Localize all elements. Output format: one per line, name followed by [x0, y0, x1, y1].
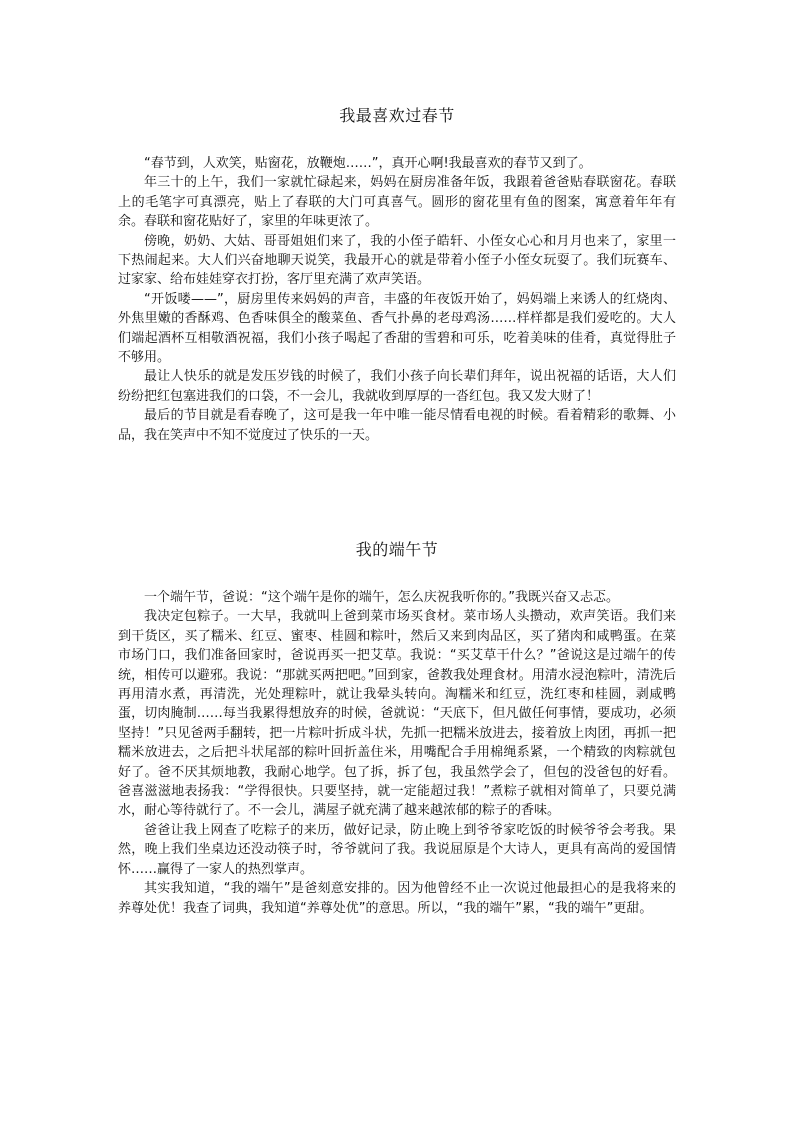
essay-spring-festival	[118, 104, 676, 445]
paragraph: 最让人快乐的就是发压岁钱的时候了，我们小孩子向长辈们拜年，说出祝福的话语，大人们纷纷把红包塞进我们的口袋，不一会儿，我就收到厚厚的一沓红包。我又发大财了！	[118, 369, 676, 404]
paragraph: “春节到，人欢笑，贴窗花，放鞭炮……”，真开心啊!我最喜欢的春节又到了。	[144, 156, 592, 171]
paragraph: “开饭喽——”，厨房里传来妈妈的声音，丰盛的年夜饭开始了，妈妈端上来诱人的红烧肉、外焦里嫩的香酥鸡、色香味俱全的酸菜鱼、香气扑鼻的老母鸡汤……样样都是我们爱吃的。大人们端起酒杯互相敬酒祝福，我们小孩子喝起了香甜的雪碧和可乐，吃着美味的佳肴，真觉得肚子不够用。	[118, 291, 676, 366]
essay-title: 我最喜欢过春节	[339, 106, 455, 125]
paragraph: 最后的节目就是看春晚了，这可是我一年中唯一能尽情看电视的时候。看着精彩的歌舞、小品，我在笑声中不知不觉度过了快乐的一天。	[118, 408, 676, 443]
paragraph: 其实我知道，“我的端午”是爸刻意安排的。因为他曾经不止一次说过他最担心的是我将来的养尊处优！我查了词典，我知道“养尊处优”的意思。所以，“我的端午”累，“我的端午”更甜。	[118, 881, 676, 916]
essay-title: 我的端午节	[355, 540, 439, 559]
paragraph: 一个端午节，爸说：“这个端午是你的端午，怎么庆祝我听你的。”我既兴奋又忐忑。	[144, 590, 619, 605]
paragraph: 我决定包粽子。一大早，我就叫上爸到菜市场买食材。菜市场人头攒动，欢声笑语。我们来到干货区，买了糯米、红豆、蜜枣、桂圆和粽叶，然后又来到肉品区，买了猪肉和咸鸭蛋。在菜市场门口，我们准备回家时，爸说再买一把艾草。我说：“买艾草干什么？”爸说这是过端午的传统，相传可以避邪。我说：“那就买两把吧。”回到家，爸教我处理食材。用清水浸泡粽叶，清洗后再用清水煮，再清洗，光处理粽叶，就让我晕头转向。淘糯米和红豆，洗红枣和桂圆，剥咸鸭蛋，切肉腌制……每当我累得想放弃的时候，爸就说：“天底下，但凡做任何事情，要成功，必须坚持！”只见爸两手翻转，把一片粽叶折成斗状，先抓一把糯米放进去，接着放上肉团，再抓一把糯米放进去，之后把斗状尾部的粽叶回折盖住米，用嘴配合手用棉绳系紧，一个精致的肉粽就包好了。爸不厌其烦地教，我耐心地学。包了拆，拆了包，我虽然学会了，但包的没爸包的好看。爸喜滋滋地表扬我：“学得很快。只要坚持，就一定能超过我！”煮粽子就相对简单了，只要兑满水，耐心等待就行了。不一会儿，满屋子就充满了越来越浓郁的粽子的香味。	[118, 609, 676, 819]
paragraph: 傍晚，奶奶、大姑、哥哥姐姐们来了，我的小侄子皓轩、小侄女心心和月月也来了，家里一下热闹起来。大人们兴奋地聊天说笑，我最开心的就是带着小侄子小侄女玩耍了。我们玩赛车、过家家、给布娃娃穿衣打扮，客厅里充满了欢声笑语。	[118, 233, 676, 288]
essay-dragon-boat-festival	[118, 538, 676, 918]
paragraph: 爸爸让我上网查了吃粽子的来历，做好记录，防止晚上到爷爷家吃饭的时候爷爷会考我。果然，晚上我们坐桌边还没动筷子时，爷爷就问了我。我说屈原是个大诗人，更具有高尚的爱国情怀……赢得了一家人的热烈掌声。	[118, 822, 676, 877]
paragraph: 年三十的上午，我们一家就忙碌起来，妈妈在厨房准备年饭，我跟着爸爸贴春联窗花。春联上的毛笔字可真漂亮，贴上了春联的大门可真喜气。圆形的窗花里有鱼的图案，寓意着年年有余。春联和窗花贴好了，家里的年味更浓了。	[118, 175, 676, 230]
